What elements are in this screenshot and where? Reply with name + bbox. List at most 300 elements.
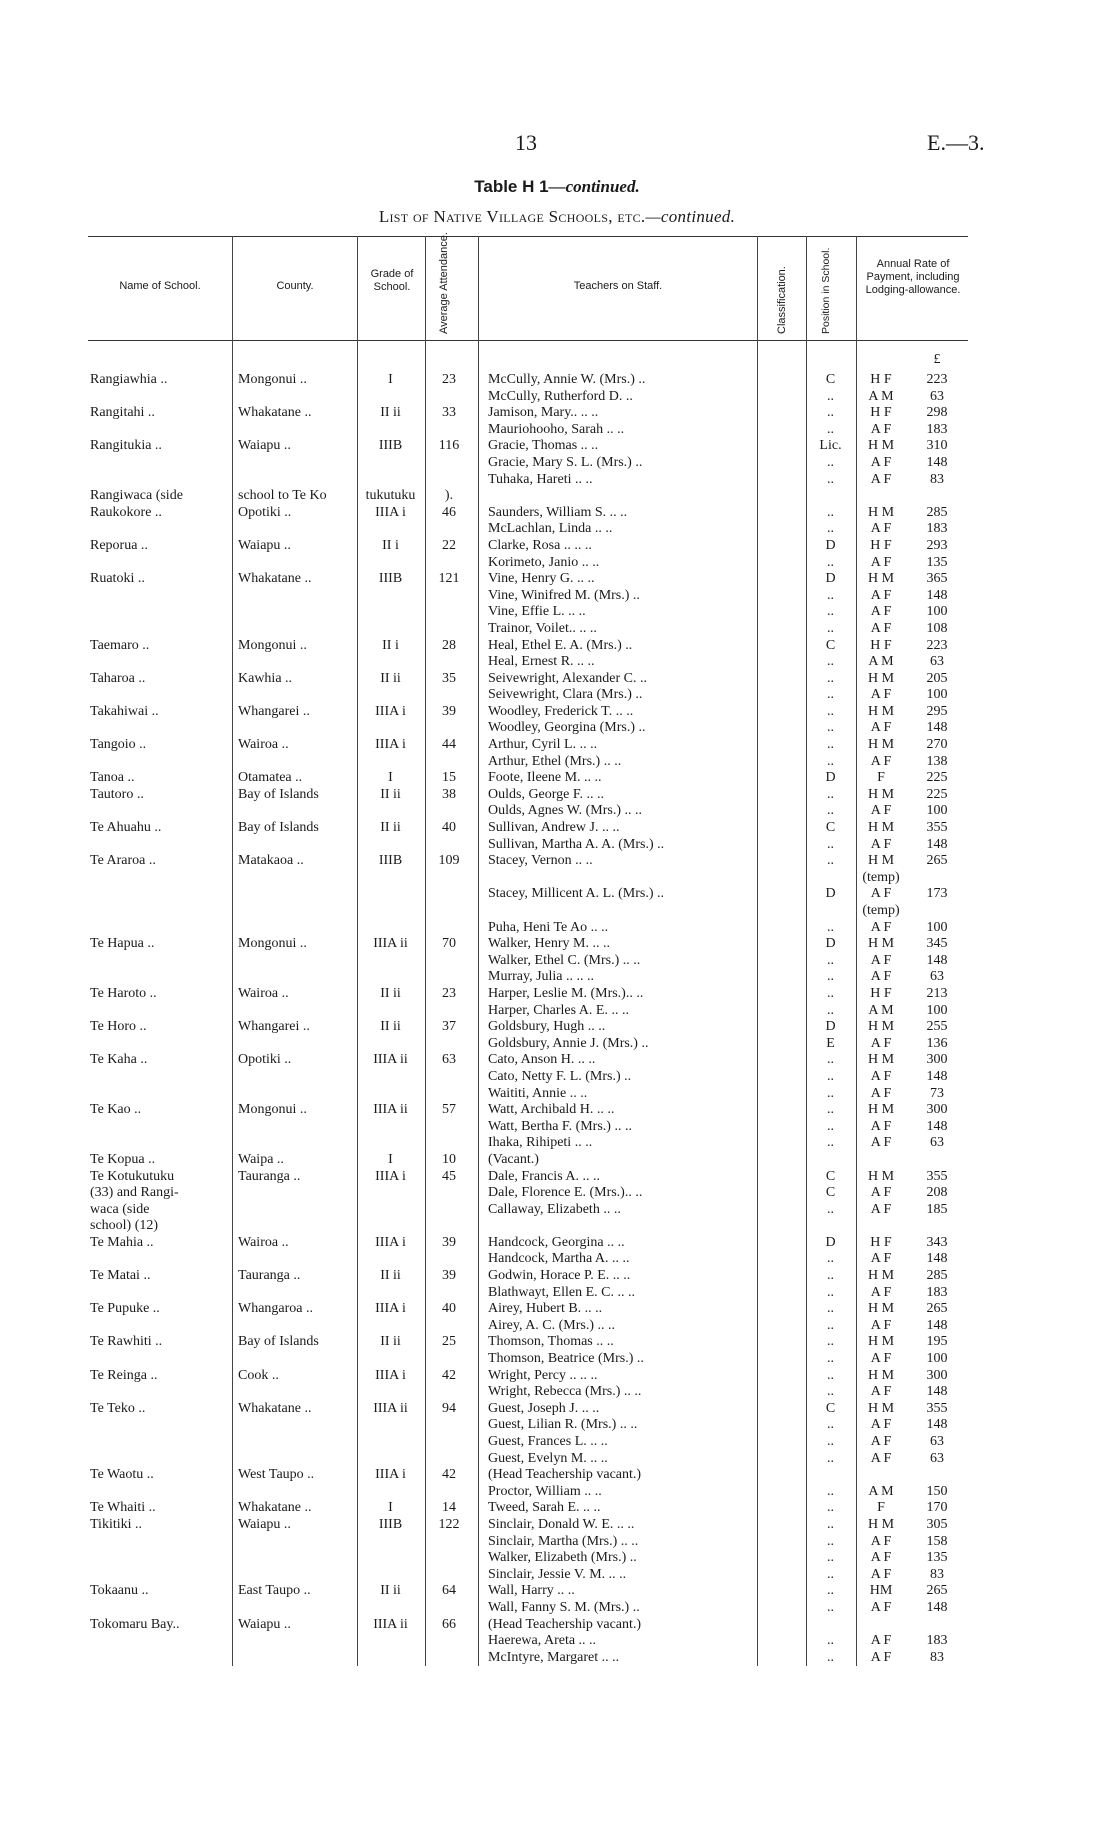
table-row — [88, 405, 968, 422]
table-row — [88, 472, 968, 489]
teacher-name: (Vacant.) — [488, 1151, 539, 1167]
table-row — [88, 1019, 968, 1036]
school-name: Tokaanu .. — [90, 1583, 149, 1599]
county: Waiapu .. — [238, 537, 291, 553]
attendance: 22 — [442, 537, 456, 553]
attendance: 23 — [442, 372, 456, 387]
annual-payment: 183 — [926, 1633, 948, 1649]
attendance: 37 — [442, 1019, 456, 1035]
position: H M — [867, 1334, 895, 1350]
annual-payment: 355 — [926, 1168, 948, 1184]
grade: II ii — [380, 786, 401, 802]
position: A F — [870, 1599, 892, 1615]
position: H M — [867, 1168, 895, 1184]
county: Bay of Islands — [238, 820, 319, 836]
teacher-name: Walker, Henry M. .. .. — [488, 936, 610, 952]
school-name: Taemaro .. — [90, 637, 150, 653]
teacher-name: Guest, Frances L. .. .. — [488, 1434, 608, 1449]
position: H F — [870, 1234, 892, 1250]
classification: .. — [827, 654, 834, 670]
table-row — [88, 1086, 968, 1103]
table-row — [88, 1135, 968, 1152]
classification: C — [825, 820, 836, 836]
position: H M — [867, 1400, 895, 1416]
attendance: 14 — [442, 1500, 456, 1516]
table-row — [88, 1650, 968, 1667]
grade: II ii — [380, 820, 401, 836]
classification: .. — [827, 471, 834, 487]
teacher-name: Mauriohooho, Sarah .. .. — [488, 421, 625, 437]
grade: II ii — [380, 985, 401, 1001]
table-row — [88, 1567, 968, 1584]
table-row — [88, 1301, 968, 1318]
school-name: school) (12) — [90, 1218, 159, 1234]
teacher-name: Harper, Leslie M. (Mrs.).. .. — [488, 985, 644, 1001]
position: A F — [870, 1118, 892, 1134]
annual-payment: 150 — [926, 1483, 948, 1499]
classification: .. — [827, 1052, 834, 1068]
county: Mongonui .. — [238, 1102, 307, 1118]
annual-payment: 183 — [926, 421, 948, 437]
classification: .. — [827, 703, 834, 719]
classification: .. — [827, 1334, 834, 1350]
classification: .. — [827, 1085, 834, 1101]
position: H M — [867, 853, 895, 869]
attendance: 122 — [438, 1516, 460, 1532]
header-position: Position in School. — [820, 247, 832, 334]
attendance: 39 — [442, 703, 456, 719]
table-row — [88, 1484, 968, 1501]
teacher-name: Thomson, Beatrice (Mrs.) .. — [488, 1351, 644, 1367]
classification: .. — [827, 1068, 834, 1084]
school-name: Te Horo .. — [90, 1019, 147, 1035]
classification: .. — [827, 1566, 834, 1582]
annual-payment: 173 — [926, 886, 948, 902]
position: H M — [867, 737, 895, 753]
attendance: 38 — [442, 786, 456, 802]
county: Whakatane .. — [238, 1500, 312, 1516]
teacher-name: Oulds, Agnes W. (Mrs.) .. .. — [488, 803, 643, 819]
school-name: Tokomaru Bay.. — [90, 1616, 180, 1632]
position: A F — [870, 421, 892, 437]
teacher-name: Gracie, Thomas .. .. — [488, 438, 599, 454]
classification: .. — [827, 1268, 834, 1284]
annual-payment: 100 — [926, 687, 948, 703]
position: A F — [870, 1633, 892, 1649]
teacher-name: Dale, Florence E. (Mrs.).. .. — [488, 1185, 643, 1201]
grade: IIIA i — [375, 1367, 406, 1383]
annual-payment: 148 — [926, 587, 948, 603]
teacher-name: Goldsbury, Hugh .. .. — [488, 1019, 606, 1035]
position: H F — [870, 637, 892, 653]
teacher-name: Vine, Winifred M. (Mrs.) .. — [488, 587, 640, 603]
position: A F — [870, 803, 892, 819]
table-row — [88, 886, 968, 903]
header-classification: Classification. — [776, 266, 788, 334]
annual-payment: 170 — [926, 1500, 948, 1516]
table-row — [88, 853, 968, 870]
position: A F — [870, 1251, 892, 1267]
position: A F — [870, 1649, 892, 1665]
classification: .. — [827, 1284, 834, 1300]
classification: .. — [827, 985, 834, 1001]
annual-payment: 148 — [926, 1599, 948, 1615]
table-row — [88, 787, 968, 804]
teacher-name: Haerewa, Areta .. .. — [488, 1633, 597, 1649]
teacher-name: Woodley, Frederick T. .. .. — [488, 703, 634, 719]
position: A M — [868, 654, 894, 670]
school-name: Te Haroto .. — [90, 985, 157, 1001]
classification: .. — [827, 753, 834, 769]
list-title-suffix: —continued. — [645, 207, 736, 226]
teacher-name: Seivewright, Alexander C. .. — [488, 670, 648, 686]
attendance: 63 — [442, 1052, 456, 1068]
teacher-name: Guest, Evelyn M. .. .. — [488, 1450, 608, 1466]
annual-payment: 136 — [926, 1035, 948, 1051]
table-row — [88, 1268, 968, 1285]
annual-payment: 285 — [926, 504, 948, 520]
classification: .. — [827, 1201, 834, 1217]
county: Tauranga .. — [238, 1268, 301, 1284]
county: Whakatane .. — [238, 405, 312, 421]
county: Cook .. — [238, 1367, 279, 1383]
position: H M — [867, 820, 895, 836]
classification: .. — [827, 737, 834, 753]
annual-payment: 138 — [926, 753, 948, 769]
county: Mongonui .. — [238, 372, 307, 387]
teacher-name: Sullivan, Andrew J. .. .. — [488, 820, 620, 836]
annual-payment: 148 — [926, 720, 948, 736]
teacher-name: Jamison, Mary.. .. .. — [488, 405, 599, 421]
table-body — [88, 372, 968, 1666]
teacher-name: Puha, Heni Te Ao .. .. — [488, 919, 609, 935]
grade: IIIA ii — [373, 1052, 408, 1068]
school-name: Tangoio .. — [90, 737, 147, 753]
position: (temp) — [862, 869, 900, 885]
teacher-name: Sullivan, Martha A. A. (Mrs.) .. — [488, 836, 665, 852]
position: A F — [870, 1317, 892, 1333]
position: H M — [867, 1301, 895, 1317]
annual-payment: 100 — [926, 1351, 948, 1367]
position: A F — [870, 753, 892, 769]
table-row — [88, 1218, 968, 1235]
table-row — [88, 803, 968, 820]
county: Wairoa .. — [238, 737, 289, 753]
annual-payment: 100 — [926, 604, 948, 620]
attendance: 42 — [442, 1367, 456, 1383]
annual-payment: 255 — [926, 1019, 948, 1035]
county: Wairoa .. — [238, 985, 289, 1001]
table-row — [88, 654, 968, 671]
position: A F — [870, 886, 892, 902]
county: Whangarei .. — [238, 1019, 310, 1035]
table-row — [88, 505, 968, 522]
annual-payment: 148 — [926, 1417, 948, 1433]
classification: .. — [827, 1301, 834, 1317]
classification: .. — [827, 604, 834, 620]
classification: .. — [827, 720, 834, 736]
classification: D — [825, 1019, 836, 1035]
annual-payment: 63 — [930, 388, 944, 404]
teacher-name: Gracie, Mary S. L. (Mrs.) .. — [488, 454, 643, 470]
position: A F — [870, 620, 892, 636]
attendance: 39 — [442, 1234, 456, 1250]
table-title — [0, 177, 1114, 197]
classification: .. — [827, 1367, 834, 1383]
attendance: 94 — [442, 1400, 456, 1416]
grade: IIIA i — [375, 703, 406, 719]
table-row — [88, 1550, 968, 1567]
county: West Taupo .. — [238, 1467, 315, 1483]
table-row — [88, 638, 968, 655]
grade: II ii — [380, 1583, 401, 1599]
annual-payment: 148 — [926, 1118, 948, 1134]
annual-payment: 148 — [926, 1317, 948, 1333]
school-name: Te Rawhiti .. — [90, 1334, 163, 1350]
position: A F — [870, 587, 892, 603]
table-row — [88, 1003, 968, 1020]
attendance: 45 — [442, 1168, 456, 1184]
table-row — [88, 704, 968, 721]
position: A F — [870, 1566, 892, 1582]
classification: .. — [827, 1002, 834, 1018]
classification: .. — [827, 1649, 834, 1665]
attendance: 66 — [442, 1616, 456, 1632]
teacher-name: Murray, Julia .. .. .. — [488, 969, 595, 985]
table-row — [88, 1119, 968, 1136]
school-name: waca (side — [90, 1201, 150, 1217]
position: H F — [870, 372, 892, 387]
table-row — [88, 1069, 968, 1086]
attendance: 40 — [442, 820, 456, 836]
table-row — [88, 687, 968, 704]
position: H M — [867, 670, 895, 686]
annual-payment: 158 — [926, 1533, 948, 1549]
table-row — [88, 571, 968, 588]
annual-payment: 63 — [930, 654, 944, 670]
table-row — [88, 1600, 968, 1617]
county: Bay of Islands — [238, 786, 319, 802]
county: school to Te Ko — [238, 488, 327, 504]
position: (temp) — [862, 903, 900, 918]
table-row — [88, 770, 968, 787]
table-row — [88, 1467, 968, 1484]
teacher-name: Trainor, Voilet.. .. .. — [488, 620, 597, 636]
grade: I — [388, 1500, 393, 1516]
school-name: Reporua .. — [90, 537, 148, 553]
classification: .. — [827, 1500, 834, 1516]
grade: II ii — [380, 1334, 401, 1350]
table-row — [88, 1185, 968, 1202]
grade: I — [388, 372, 393, 387]
annual-payment: 185 — [926, 1201, 948, 1217]
table-row — [88, 1152, 968, 1169]
attendance: 28 — [442, 637, 456, 653]
school-name: Te Teko .. — [90, 1400, 146, 1416]
classification: .. — [827, 1533, 834, 1549]
teacher-name: Clarke, Rosa .. .. .. — [488, 537, 592, 553]
table-row — [88, 1368, 968, 1385]
position: A F — [870, 720, 892, 736]
classification: .. — [827, 1483, 834, 1499]
classification: E — [826, 1035, 835, 1051]
attendance: 44 — [442, 737, 456, 753]
table-row — [88, 621, 968, 638]
annual-payment: 305 — [926, 1516, 948, 1532]
county: East Taupo .. — [238, 1583, 311, 1599]
position: A F — [870, 521, 892, 537]
table-row — [88, 422, 968, 439]
annual-payment: 148 — [926, 836, 948, 852]
annual-payment: 225 — [926, 770, 948, 786]
teacher-name: Cato, Netty F. L. (Mrs.) .. — [488, 1068, 632, 1084]
position: A F — [870, 1068, 892, 1084]
classification: .. — [827, 1516, 834, 1532]
position: A F — [870, 1533, 892, 1549]
position: H M — [867, 703, 895, 719]
classification: .. — [827, 1384, 834, 1400]
annual-payment: 345 — [926, 936, 948, 952]
position: A M — [868, 1002, 894, 1018]
position: H M — [867, 571, 895, 587]
classification: D — [825, 936, 836, 952]
position: A F — [870, 1135, 892, 1151]
classification: .. — [827, 421, 834, 437]
classification: .. — [827, 620, 834, 636]
table-row — [88, 1251, 968, 1268]
annual-payment: 225 — [926, 786, 948, 802]
position: A F — [870, 1384, 892, 1400]
county: Waipa .. — [238, 1151, 284, 1167]
list-title — [0, 207, 1114, 227]
teacher-name: Dale, Francis A. .. .. — [488, 1168, 600, 1184]
header-teachers: Teachers on Staff. — [573, 280, 663, 292]
header-name-of-school: Name of School. — [119, 280, 201, 292]
classification: D — [825, 1234, 836, 1250]
teacher-name: Korimeto, Janio .. .. — [488, 554, 600, 570]
classification: .. — [827, 521, 834, 537]
table-row — [88, 986, 968, 1003]
annual-payment: 355 — [926, 820, 948, 836]
classification: D — [825, 571, 836, 587]
annual-payment: 205 — [926, 670, 948, 686]
school-name: Te Mahia .. — [90, 1234, 154, 1250]
classification: Lic. — [819, 438, 842, 454]
county: Opotiki .. — [238, 504, 292, 520]
annual-payment: 100 — [926, 1002, 948, 1018]
annual-payment: 83 — [930, 1566, 944, 1582]
list-title-main: List of Native Village Schools, etc. — [378, 207, 646, 226]
classification: .. — [827, 1102, 834, 1118]
county: Mongonui .. — [238, 637, 307, 653]
header-county: County. — [276, 280, 314, 292]
annual-payment: 208 — [926, 1185, 948, 1201]
position: A F — [870, 1450, 892, 1466]
position: H M — [867, 1367, 895, 1383]
county: Whangarei .. — [238, 703, 310, 719]
teacher-name: Arthur, Ethel (Mrs.) .. .. — [488, 753, 622, 769]
attendance: 46 — [442, 504, 456, 520]
grade: IIIA i — [375, 1467, 406, 1483]
position: A F — [870, 919, 892, 935]
teacher-name: Sinclair, Donald W. E. .. .. — [488, 1516, 635, 1532]
classification: .. — [827, 1317, 834, 1333]
grade: I — [388, 770, 393, 786]
classification: .. — [827, 388, 834, 404]
position: A F — [870, 1434, 892, 1449]
position: A F — [870, 1550, 892, 1566]
classification: .. — [827, 1135, 834, 1151]
annual-payment: 365 — [926, 571, 948, 587]
table-row — [88, 1583, 968, 1600]
attendance: 121 — [438, 571, 460, 587]
teacher-name: Wall, Harry .. .. — [488, 1583, 575, 1599]
table-row — [88, 1285, 968, 1302]
annual-payment: 213 — [926, 985, 948, 1001]
classification: .. — [827, 919, 834, 935]
annual-payment: 293 — [926, 537, 948, 553]
teacher-name: Guest, Joseph J. .. .. — [488, 1400, 600, 1416]
table-header-rule — [88, 340, 968, 341]
annual-payment: 73 — [930, 1085, 944, 1101]
table-row — [88, 1633, 968, 1650]
table-row — [88, 920, 968, 937]
teacher-name: Wright, Percy .. .. .. — [488, 1367, 598, 1383]
position: A F — [870, 1351, 892, 1367]
table-row — [88, 1451, 968, 1468]
teacher-name: Stacey, Vernon .. .. — [488, 853, 593, 869]
teacher-name: McIntyre, Margaret .. .. — [488, 1649, 620, 1665]
position: A F — [870, 1185, 892, 1201]
classification: .. — [827, 1251, 834, 1267]
position: A M — [868, 388, 894, 404]
school-name: Te Reinga .. — [90, 1367, 158, 1383]
position: H F — [870, 537, 892, 553]
position: A F — [870, 1417, 892, 1433]
classification: C — [825, 1168, 836, 1184]
teacher-name: Watt, Archibald H. .. .. — [488, 1102, 615, 1118]
position: HM — [869, 1583, 893, 1599]
table-title-main: Table H 1 — [474, 177, 549, 196]
table-row — [88, 1517, 968, 1534]
grade: IIIA ii — [373, 1616, 408, 1632]
grade: I — [388, 1151, 393, 1167]
position: A F — [870, 1035, 892, 1051]
county: Matakaoa .. — [238, 853, 304, 869]
position: A F — [870, 952, 892, 968]
table-row — [88, 1401, 968, 1418]
school-name: Te Kotukutuku — [90, 1168, 175, 1184]
annual-payment: 183 — [926, 1284, 948, 1300]
position: A F — [870, 1201, 892, 1217]
table-row — [88, 538, 968, 555]
teacher-name: Thomson, Thomas .. .. — [488, 1334, 614, 1350]
teacher-name: Guest, Lilian R. (Mrs.) .. .. — [488, 1417, 638, 1433]
attendance: 10 — [442, 1151, 456, 1167]
classification: .. — [827, 803, 834, 819]
position: H M — [867, 504, 895, 520]
attendance: 64 — [442, 1583, 456, 1599]
teacher-name: Handcock, Georgina .. .. — [488, 1234, 625, 1250]
table-row — [88, 754, 968, 771]
school-name: Te Kopua .. — [90, 1151, 156, 1167]
teacher-name: Harper, Charles A. E. .. .. — [488, 1002, 629, 1018]
teacher-name: McCully, Rutherford D. .. — [488, 388, 633, 404]
annual-payment: 265 — [926, 1301, 948, 1317]
annual-payment: 270 — [926, 737, 948, 753]
attendance: 70 — [442, 936, 456, 952]
position: H M — [867, 1052, 895, 1068]
